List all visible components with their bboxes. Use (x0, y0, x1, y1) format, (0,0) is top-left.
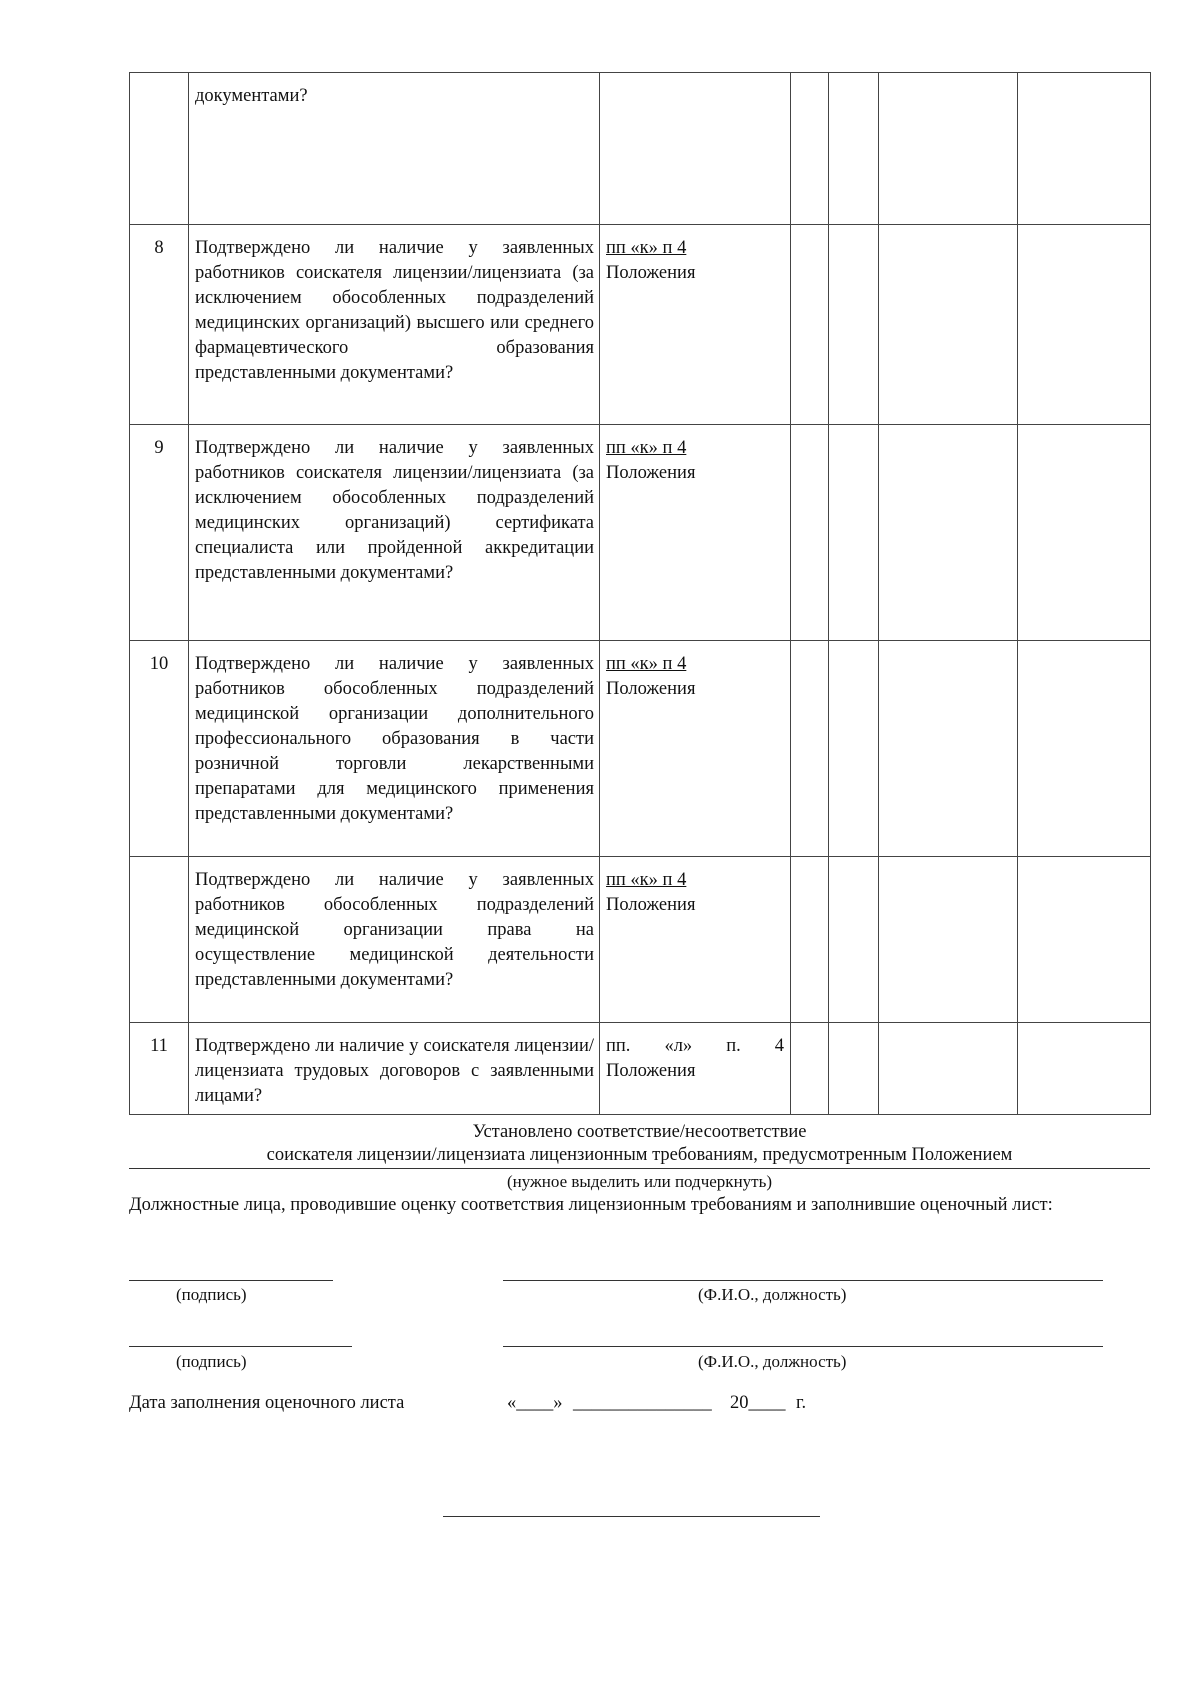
reference-clause: пп. «л» п. 4 (606, 1036, 784, 1056)
date-month-field[interactable]: _______________ (573, 1393, 712, 1413)
reference-doc: Положения (606, 463, 696, 483)
date-year-suffix: г. (796, 1393, 807, 1413)
signature-label: (подпись) (176, 1352, 247, 1371)
name-position-label: (Ф.И.О., должность) (698, 1285, 847, 1304)
row-reference (600, 857, 791, 1023)
conclusion-line-2: соискателя лицензии/лицензиата лицензионным требованиям, предусмотренным Положением (266, 1145, 1013, 1165)
answer-cell-no[interactable] (829, 641, 879, 857)
reference-link[interactable]: пп «к» п 4 (606, 238, 687, 258)
table-row (130, 425, 1151, 641)
reference-doc: Положения (606, 679, 696, 699)
row-reference (600, 425, 791, 641)
answer-cell-no[interactable] (829, 1023, 879, 1115)
signature-line-2[interactable] (129, 1346, 352, 1347)
answer-cell-no[interactable] (829, 225, 879, 425)
answer-cell-not-applicable[interactable] (879, 73, 1018, 225)
answer-cell-not-applicable[interactable] (879, 641, 1018, 857)
officials-text: Должностные лица, проводившие оценку соответствия лицензионным требованиям и заполнившие оценочный лист: (129, 1195, 1053, 1215)
notes-cell[interactable] (1018, 425, 1151, 641)
answer-cell-yes[interactable] (791, 1023, 829, 1115)
row-number: 9 (130, 425, 189, 641)
reference-doc: Положения (606, 895, 696, 915)
row-number: 10 (130, 641, 189, 857)
table-row (130, 73, 1151, 225)
reference-link[interactable]: пп «к» п 4 (606, 870, 687, 890)
table-row (130, 225, 1151, 425)
row-question: документами? (189, 73, 600, 225)
answer-cell-no[interactable] (829, 425, 879, 641)
row-question: Подтверждено ли наличие у заявленных работников соискателя лицензии/лицензиата (за исключением обособленных подразделений медицинских организаций) высшего или среднего фармацевтического образования представленными документами? (189, 225, 600, 425)
checklist-table (129, 72, 1151, 1115)
signature-line-1[interactable] (129, 1280, 333, 1281)
reference-link[interactable]: пп «к» п 4 (606, 654, 687, 674)
notes-cell[interactable] (1018, 73, 1151, 225)
row-question: Подтверждено ли наличие у заявленных работников соискателя лицензии/лицензиата (за исключением обособленных подразделений медицинских организаций) сертификата специалиста или пройденной аккредитации представленными документами? (189, 425, 600, 641)
date-year-field[interactable]: 20____ (730, 1393, 786, 1413)
reference-link[interactable]: пп «к» п 4 (606, 438, 687, 458)
answer-cell-yes[interactable] (791, 641, 829, 857)
conclusion-note: (нужное выделить или подчеркнуть) (506, 1172, 773, 1191)
conclusion-line-1: Установлено соответствие/несоответствие (472, 1122, 807, 1142)
answer-cell-not-applicable[interactable] (879, 857, 1018, 1023)
name-position-label: (Ф.И.О., должность) (698, 1352, 847, 1371)
row-question: Подтверждено ли наличие у заявленных работников обособленных подразделений медицинской организации дополнительного профессионального образования в части розничной торговли лекарственными препаратами для медицинского применения представленными документами? (189, 641, 600, 857)
answer-cell-no[interactable] (829, 857, 879, 1023)
answer-cell-not-applicable[interactable] (879, 425, 1018, 641)
table-row (130, 857, 1151, 1023)
table-row (130, 641, 1151, 857)
answer-cell-not-applicable[interactable] (879, 225, 1018, 425)
name-line-2[interactable] (503, 1346, 1103, 1347)
answer-cell-yes[interactable] (791, 425, 829, 641)
date-day-field[interactable]: «____» (507, 1393, 563, 1413)
row-reference (600, 641, 791, 857)
notes-cell[interactable] (1018, 641, 1151, 857)
closing-divider (443, 1516, 820, 1517)
notes-cell[interactable] (1018, 225, 1151, 425)
signature-label: (подпись) (176, 1285, 247, 1304)
name-line-1[interactable] (503, 1280, 1103, 1281)
row-reference (600, 73, 791, 225)
notes-cell[interactable] (1018, 857, 1151, 1023)
date-label: Дата заполнения оценочного листа (129, 1393, 405, 1413)
reference-doc: Положения (606, 263, 696, 283)
row-reference (600, 1023, 791, 1115)
reference-doc: Положения (606, 1061, 696, 1081)
table-row (130, 1023, 1151, 1115)
row-question: Подтверждено ли наличие у заявленных работников обособленных подразделений медицинской организации права на осуществление медицинской деятельности представленными документами? (189, 857, 600, 1023)
conclusion-underline (129, 1168, 1150, 1169)
row-number (130, 857, 189, 1023)
answer-cell-not-applicable[interactable] (879, 1023, 1018, 1115)
answer-cell-yes[interactable] (791, 857, 829, 1023)
notes-cell[interactable] (1018, 1023, 1151, 1115)
row-question: Подтверждено ли наличие у соискателя лицензии/ лицензиата трудовых договоров с заявленными лицами? (189, 1023, 600, 1115)
row-number: 11 (130, 1023, 189, 1115)
row-number: 8 (130, 225, 189, 425)
answer-cell-yes[interactable] (791, 73, 829, 225)
answer-cell-yes[interactable] (791, 225, 829, 425)
answer-cell-no[interactable] (829, 73, 879, 225)
row-number (130, 73, 189, 225)
row-reference (600, 225, 791, 425)
